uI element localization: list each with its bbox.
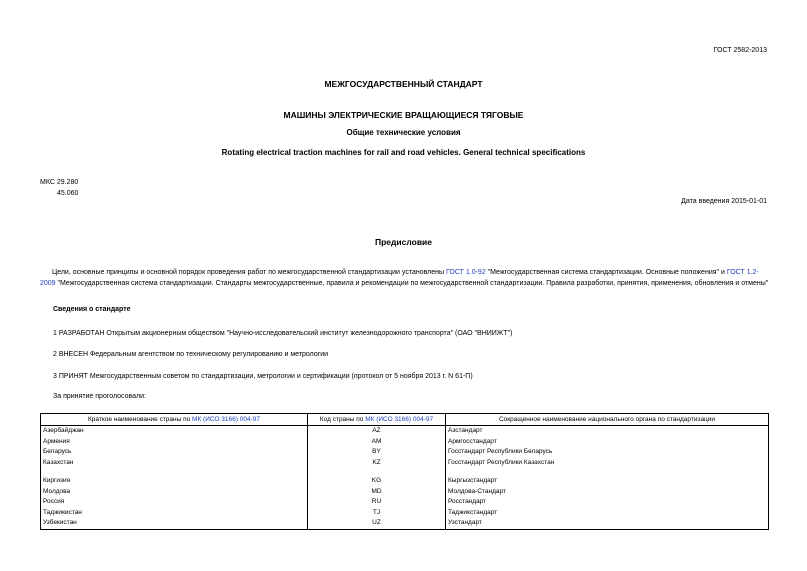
header-country-name: Краткое наименование страны по МК (ИСО 3166) 004-97: [41, 414, 308, 426]
standard-type: МЕЖГОСУДАРСТВЕННЫЙ СТАНДАРТ: [324, 79, 483, 89]
country-name: Узбекистан: [43, 519, 77, 526]
table-row: [41, 426, 769, 530]
standards-body: Росстандарт: [448, 498, 487, 505]
country-code: UZ: [372, 519, 381, 526]
para-text-3: "Межгосударственная система стандартизации. Стандарты межгосударственные, правила и рекомендации по межгосударственной стандартизации. Правила разработки, принятия, применения, обновления и отмены": [55, 280, 769, 287]
document-title-english: Rotating electrical traction machines for rail and road vehicles. General technical specifications: [221, 148, 586, 157]
country-code: AM: [371, 437, 382, 445]
countries-table: [40, 413, 769, 530]
voted-label: За принятие проголосовали:: [53, 393, 146, 400]
standards-body: Азстандарт: [448, 427, 483, 434]
document-code: ГОСТ 2582-2013: [713, 47, 767, 54]
header-standards-body: Сокращенное наименование национального органа по стандартизации: [446, 414, 769, 426]
para-text-2: "Межгосударственная система стандартизации. Основные положения" и: [485, 269, 727, 276]
standards-bodies-cell: [446, 426, 769, 530]
introduction-date: Дата введения 2015-01-01: [681, 198, 767, 205]
country-name: Казахстан: [43, 458, 74, 466]
header-country-code: Код страны по МК (ИСО 3166) 004-97: [308, 414, 446, 426]
mk-iso-link[interactable]: МК (ИСО 3166) 004-97: [365, 416, 434, 423]
preface-heading: Предисловие: [374, 237, 433, 247]
country-code: RU: [371, 498, 382, 505]
para-text-1: Цели, основные принципы и основной порядок проведения работ по межгосударственной стандартизации установлены: [52, 269, 446, 276]
gost-1-0-link[interactable]: ГОСТ 1.0-92: [445, 269, 486, 276]
country-code: TJ: [372, 508, 381, 516]
country-name: Беларусь: [43, 448, 72, 455]
preface-paragraph: [40, 267, 770, 289]
mks-codes: [40, 177, 78, 199]
submitted-by-item: 2 ВНЕСЕН Федеральным агентством по техническому регулированию и метрологии: [53, 351, 329, 358]
mks-code-1: МКС 29.280: [40, 179, 79, 186]
standards-body: Таджикстандарт: [448, 508, 498, 516]
standards-body: Армгосстандарт: [448, 437, 497, 445]
standard-info-heading: Сведения о стандарте: [53, 306, 131, 313]
country-name: Молдова: [43, 487, 71, 495]
table-header-row: [41, 414, 769, 426]
country-name: Киргизия: [43, 477, 71, 484]
developed-by-item: 1 РАЗРАБОТАН Открытым акционерным обществом "Научно-исследовательский институт железнодорожного транспорта" (ОАО "ВНИИЖТ"): [53, 330, 513, 337]
country-name: Таджикистан: [43, 508, 82, 516]
standards-body: Молдова-Стандарт: [448, 487, 506, 495]
country-name: Россия: [43, 498, 65, 505]
adopted-by-item: 3 ПРИНЯТ Межгосударственным советом по стандартизации, метрологии и сертификации (протокол от 5 ноября 2013 г. N 61-П): [53, 373, 473, 380]
country-names-cell: [41, 426, 308, 530]
mks-code-2: 45.060: [57, 190, 79, 197]
gost-1-2-link[interactable]: ГОСТ 1.2-2009: [40, 269, 759, 287]
document-subtitle: Общие технические условия: [346, 128, 461, 137]
country-code: KZ: [372, 458, 381, 466]
standards-body: Кыргызстандарт: [448, 477, 498, 484]
country-name: Азербайджан: [43, 427, 84, 434]
country-codes-cell: [308, 426, 446, 530]
country-code: KG: [371, 477, 382, 484]
country-code: AZ: [372, 427, 381, 434]
country-code: BY: [372, 448, 381, 455]
standards-body: Узстандарт: [448, 519, 482, 526]
standards-body: Госстандарт Республики Беларусь: [448, 448, 553, 455]
standards-body: Госстандарт Республики Казахстан: [448, 458, 555, 466]
country-name: Армения: [43, 437, 70, 445]
country-code: MD: [371, 487, 382, 495]
mk-iso-link[interactable]: МК (ИСО 3166) 004-97: [192, 416, 260, 423]
document-title: МАШИНЫ ЭЛЕКТРИЧЕСКИЕ ВРАЩАЮЩИЕСЯ ТЯГОВЫЕ: [283, 110, 524, 120]
